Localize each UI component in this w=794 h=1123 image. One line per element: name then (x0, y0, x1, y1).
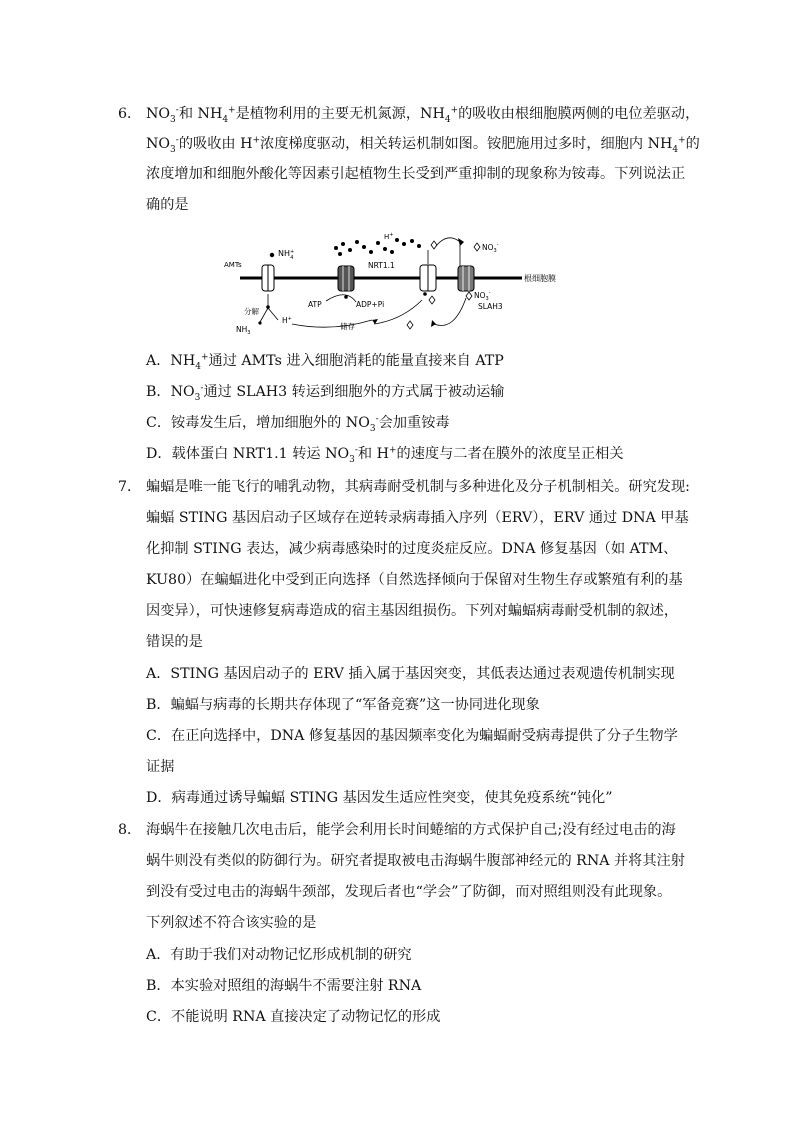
question-8-line-1: 海蜗牛在接触几次电击后，能学会利用长时间蜷缩的方式保护自己;没有经过电击的海 (146, 822, 676, 838)
nh4-top-label: NH+ 4 (278, 249, 295, 261)
q8-option-a: A．有助于我们对动物记忆形成机制的研究 (146, 947, 412, 963)
q6-option-b: B．$NO_3^-$通过 SLAH3 转运到细胞外的方式属于被动运输 (146, 383, 505, 403)
h-bottom-label: H+ (282, 316, 292, 325)
question-7-line-2: 蝙蝠 STING 基因启动子区域存在逆转录病毒插入序列（ERV），ERV 通过 DNA 甲基 (146, 510, 689, 526)
nrt-label: NRT1.1 (368, 261, 395, 270)
fenjie-label: 分解 (244, 307, 259, 316)
q7-option-c-line-1: C．在正向选择中，DNA 修复基因的基因频率变化为蝙蝠耐受病毒提供了分子生物学 (146, 728, 678, 744)
no3-top-label: $NO_3^-$ (482, 242, 499, 254)
question-7-line-4: KU80）在蝙蝠进化中受到正向选择（自然选择倾向于保留对生物生存或繁殖有利的基 (146, 572, 683, 588)
q7-option-a: A．STING 基因启动子的 ERV 插入属于基因突变，其低表达通过表观遗传机制实现 (146, 666, 675, 682)
amts-label: AMTs (224, 261, 242, 269)
question-8-number: 8． (118, 822, 142, 838)
atp-pump (338, 266, 354, 291)
atp-label: ATP (308, 300, 322, 309)
q7-option-b: B．蝙蝠与病毒的长期共存体现了“军备竞赛”这一协同进化现象 (146, 697, 540, 713)
question-7-line-3: 化抑制 STING 表达，减少病毒感染时的过度炎症反应。DNA 修复基因（如 ATM、 (146, 541, 678, 557)
q8-option-c: C．不能说明 RNA 直接决定了动物记忆的形成 (146, 1009, 441, 1025)
q8-option-b: B．本实验对照组的海蜗牛不需要注射 RNA (146, 978, 422, 994)
q7-option-c-line-2: 证据 (146, 759, 175, 775)
question-7-line-1: 蝙蝠是唯一能飞行的哺乳动物，其病毒耐受机制与多种进化及分子机制相关。研究发现: (146, 479, 690, 495)
adp-label: ADP+Pi (356, 300, 385, 309)
question-8-line-3: 到没有受过电击的海蜗牛颈部，发现后者也“学会”了防御，而对照组则没有此现象。 (146, 884, 672, 900)
q6-option-a: A．$NH_4^+$通过 AMTs 进入细胞消耗的能量直接来自 ATP (146, 352, 504, 372)
q6-option-c: C．铵毒发生后，增加细胞外的 $NO_3^-$会加重铵毒 (146, 414, 450, 434)
no3-bottom-label: $NO_3^-$ (474, 290, 491, 302)
slah3-channel (458, 266, 474, 291)
chucun-label: 储存 (340, 322, 355, 331)
question-8-line-4: 下列叙述不符合该实验的是 (146, 915, 317, 931)
q6-option-d: D．载体蛋白 NRT1.1 转运 $NO_3^-$和 H+的速度与二者在膜外的浓度呈正相关 (146, 445, 624, 465)
h-top-label: H+ (384, 232, 394, 241)
question-7-line-5: 因变异），可快速修复病毒造成的宿主基因组损伤。下列对蝙蝠病毒耐受机制的叙述， (146, 603, 679, 619)
question-6-number: 6． (118, 106, 142, 122)
question-6-line-4: 确的是 (146, 197, 189, 213)
question-7-number: 7． (118, 479, 142, 495)
nh4-dot (270, 253, 274, 257)
question-6-line-1: $NO_3^-$和 $NH_4^+$是植物利用的主要无机氮源，$NH_4^+$的吸收由根细胞膜两侧的电位差驱动， (146, 105, 700, 125)
question-8-line-2: 蜗牛则没有类似的防御行为。研究者提取被电击海蜗牛腹部神经元的 RNA 并将其注射 (146, 853, 685, 869)
question-6-line-2: $NO_3^-$的吸收由 H+浓度梯度驱动，相关转运机制如图。铵肥施用过多时，细胞内 $NH_4^+$的 (146, 135, 700, 155)
membrane-label: 根细胞膜 (524, 274, 556, 283)
h-dots (334, 238, 421, 256)
question-7-line-6: 错误的是 (146, 634, 203, 650)
membrane-transport-diagram (222, 228, 572, 340)
slah3-label: SLAH3 (478, 302, 503, 311)
nh3-label: $NH_3$ (236, 325, 251, 336)
q7-option-d: D．病毒通过诱导蝙蝠 STING 基因发生适应性突变，使其免疫系统“钝化” (146, 790, 613, 806)
question-6-line-3: 浓度增加和细胞外酸化等因素引起植物生长受到严重抑制的现象称为铵毒。下列说法正 (146, 166, 686, 182)
